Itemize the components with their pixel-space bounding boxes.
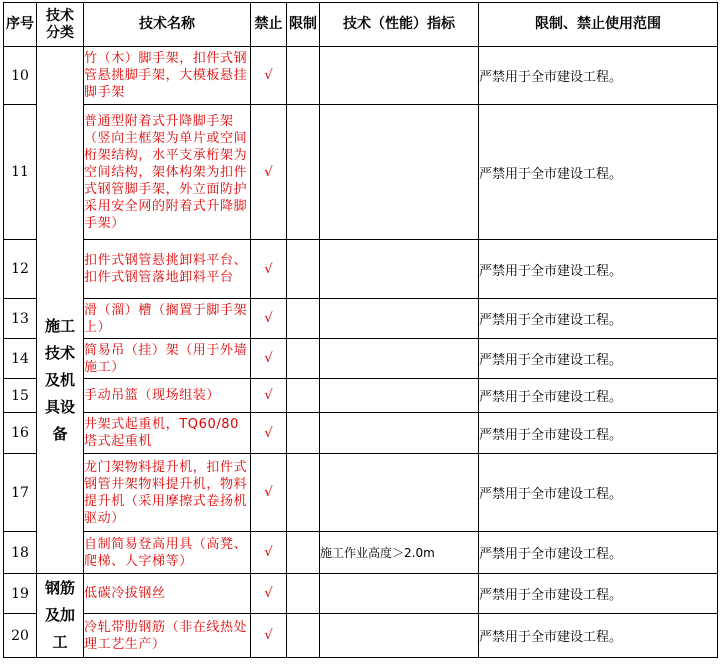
performance-cell [320,379,479,413]
seq-cell: 13 [4,299,37,339]
limit-cell [287,614,320,658]
seq-cell: 14 [4,339,37,379]
table-row [4,454,719,532]
technology-name: 手动吊篮（现场组装） [84,379,251,413]
limit-cell [287,105,320,240]
technology-name: 滑（溜）槽（搁置于脚手架上） [84,299,251,339]
prohibited-technology-table [3,2,719,658]
table-row [4,574,719,614]
technology-name: 简易吊（挂）架（用于外墙施工） [84,339,251,379]
limit-cell [287,574,320,614]
category-label: 钢筋及加工 [44,579,75,651]
header-row [4,3,719,47]
scope-cell: 严禁用于全市建设工程。 [479,614,718,658]
scope-cell: 严禁用于全市建设工程。 [479,532,718,574]
limit-cell [287,532,320,574]
technology-name: 普通型附着式升降脚手架（竖向主框架为单片或空间桁架结构，水平支承桁架为空间结构，架体构架为扣件式钢管脚手架，外立面防护采用安全网的附着式升降脚手架） [84,105,251,240]
scope-cell: 严禁用于全市建设工程。 [479,299,718,339]
scope-cell: 严禁用于全市建设工程。 [479,454,718,532]
technology-name: 低碳冷拔钢丝 [84,574,251,614]
table-row [4,614,719,658]
limit-cell [287,339,320,379]
header-category: 技术分类 [37,3,84,47]
table-row [4,339,719,379]
seq-cell: 20 [4,614,37,658]
seq-cell: 19 [4,574,37,614]
performance-cell [320,240,479,299]
table-row [4,47,719,105]
limit-cell [287,454,320,532]
limit-cell [287,47,320,105]
ban-mark: √ [251,105,287,240]
header-name: 技术名称 [84,3,251,47]
limit-cell [287,240,320,299]
header-limit: 限制 [287,3,320,47]
scope-cell: 严禁用于全市建设工程。 [479,413,718,454]
performance-cell [320,454,479,532]
limit-cell [287,413,320,454]
performance-cell [320,574,479,614]
ban-mark: √ [251,413,287,454]
scope-cell: 严禁用于全市建设工程。 [479,47,718,105]
limit-cell [287,299,320,339]
scope-cell: 严禁用于全市建设工程。 [479,379,718,413]
category-label: 施工技术及机具设备 [44,316,75,443]
seq-cell: 11 [4,105,37,240]
seq-cell: 10 [4,47,37,105]
seq-cell: 15 [4,379,37,413]
performance-cell [320,105,479,240]
ban-mark: √ [251,532,287,574]
table-row [4,413,719,454]
ban-mark: √ [251,299,287,339]
technology-name: 扣件式钢管悬挑卸料平台、扣件式钢管落地卸料平台 [84,240,251,299]
ban-mark: √ [251,240,287,299]
ban-mark: √ [251,614,287,658]
limit-cell [287,379,320,413]
seq-cell: 17 [4,454,37,532]
scope-cell: 严禁用于全市建设工程。 [479,574,718,614]
table-row [4,240,719,299]
technology-name: 冷轧带肋钢筋（非在线热处理工艺生产） [84,614,251,658]
header-scope: 限制、禁止使用范围 [479,3,718,47]
performance-cell [320,413,479,454]
header-ban: 禁止 [251,3,287,47]
technology-name: 龙门架物料提升机，扣件式钢管井架物料提升机，物料提升机（采用摩擦式卷扬机驱动） [84,454,251,532]
category-rebar [37,574,84,658]
scope-cell: 严禁用于全市建设工程。 [479,240,718,299]
seq-cell: 16 [4,413,37,454]
ban-mark: √ [251,47,287,105]
performance-cell [320,614,479,658]
header-seq: 序号 [4,3,37,47]
performance-cell [320,339,479,379]
seq-cell: 12 [4,240,37,299]
technology-name: 竹（木）脚手架，扣件式钢管悬挑脚手架，大模板悬挂脚手架 [84,47,251,105]
ban-mark: √ [251,339,287,379]
table-row [4,299,719,339]
scope-cell: 严禁用于全市建设工程。 [479,105,718,240]
ban-mark: √ [251,574,287,614]
scope-cell: 严禁用于全市建设工程。 [479,339,718,379]
performance-cell: 施工作业高度＞2.0m [320,532,479,574]
technology-name: 井架式起重机，TQ60/80塔式起重机 [84,413,251,454]
ban-mark: √ [251,454,287,532]
seq-cell: 18 [4,532,37,574]
performance-cell [320,299,479,339]
performance-cell [320,47,479,105]
table-row [4,379,719,413]
table-row [4,105,719,240]
header-performance: 技术（性能）指标 [320,3,479,47]
overflow-column [718,3,719,47]
ban-mark: √ [251,379,287,413]
category-construction [37,47,84,574]
technology-name: 自制简易登高用具（高凳、爬梯、人字梯等） [84,532,251,574]
table-row [4,532,719,574]
